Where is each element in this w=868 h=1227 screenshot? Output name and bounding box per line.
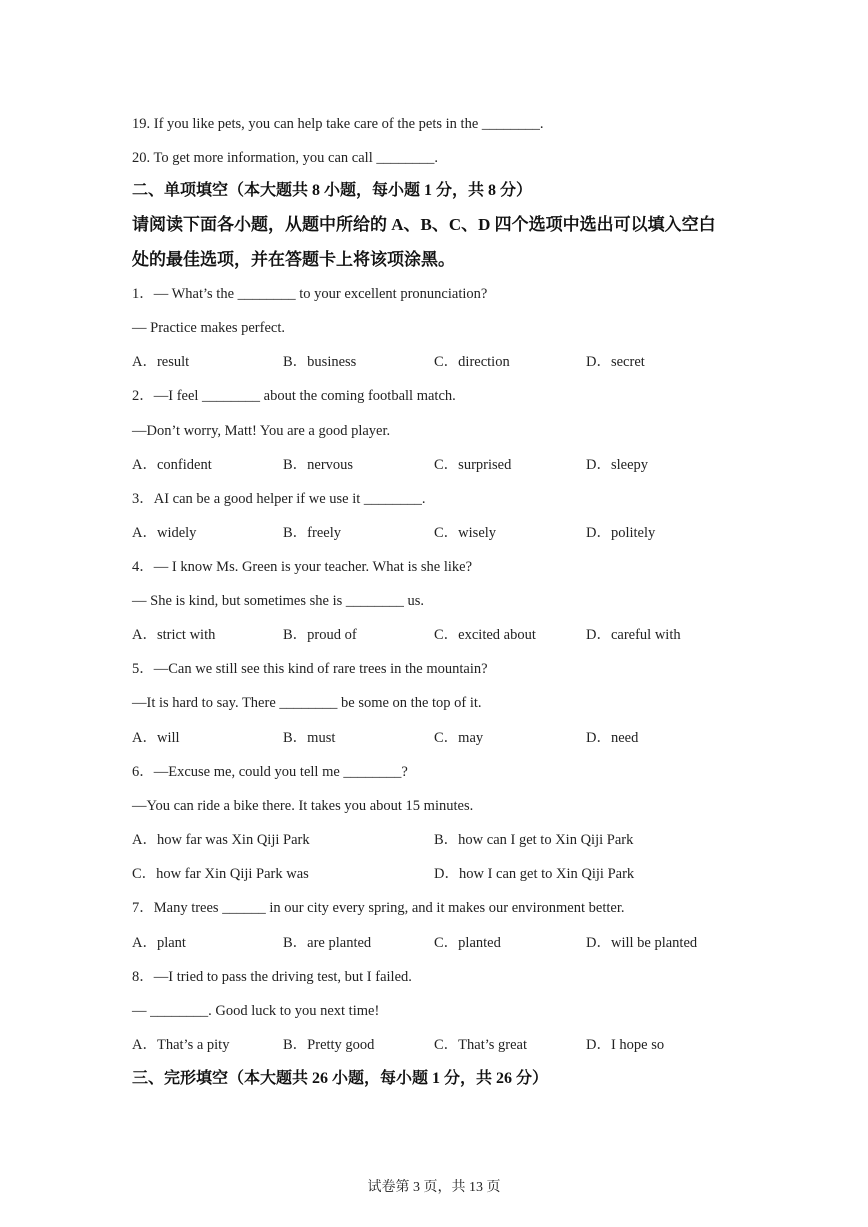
question-2-response: —Don’t worry, Matt! You are a good player.	[132, 423, 391, 439]
question-4-response: — She is kind, but sometimes she is ________ us.	[132, 593, 425, 609]
question-6-response: —You can ride a bike there. It takes you about 15 minutes.	[132, 798, 474, 814]
option-b[interactable]: B．must	[283, 730, 336, 746]
question-3-stem: 3．AI can be a good helper if we use it ________.	[132, 491, 426, 507]
option-b[interactable]: B．proud of	[283, 627, 357, 643]
option-d[interactable]: D．careful with	[586, 627, 681, 643]
question-5-response: —It is hard to say. There ________ be some on the top of it.	[132, 695, 482, 711]
option-b[interactable]: B．how can I get to Xin Qiji Park	[434, 832, 634, 848]
option-a[interactable]: A．plant	[132, 935, 186, 951]
option-a[interactable]: A．will	[132, 730, 180, 746]
question-7-stem: 7．Many trees ______ in our city every spring, and it makes our environment better.	[132, 900, 625, 916]
option-b[interactable]: B．nervous	[283, 457, 354, 473]
option-d[interactable]: D．politely	[586, 525, 656, 541]
question-1-response: — Practice makes perfect.	[132, 320, 285, 336]
question-1-stem: 1．— What’s the ________ to your excellent pronunciation?	[132, 286, 488, 302]
option-b[interactable]: B．freely	[283, 525, 341, 541]
section-2-instruction-1: 请阅读下面各小题，从题中所给的 A、B、C、D 四个选项中选出可以填入空白	[132, 215, 716, 234]
option-c[interactable]: C．excited about	[434, 627, 536, 643]
line-q20: 20. To get more information, you can call ________.	[132, 150, 438, 166]
option-b[interactable]: B．Pretty good	[283, 1037, 375, 1053]
section-3-title: 三、完形填空（本大题共 26 小题，每小题 1 分，共 26 分）	[132, 1070, 549, 1087]
option-c[interactable]: C．how far Xin Qiji Park was	[132, 866, 309, 882]
question-8-stem: 8．—I tried to pass the driving test, but I failed.	[132, 969, 412, 985]
option-d[interactable]: D．will be planted	[586, 935, 698, 951]
option-d[interactable]: D．need	[586, 730, 639, 746]
question-2-stem: 2．—I feel ________ about the coming football match.	[132, 388, 456, 404]
option-c[interactable]: C．planted	[434, 935, 501, 951]
option-c[interactable]: C．wisely	[434, 525, 497, 541]
option-c[interactable]: C．may	[434, 730, 484, 746]
question-5-stem: 5．—Can we still see this kind of rare trees in the mountain?	[132, 661, 488, 677]
option-b[interactable]: B．business	[283, 354, 357, 370]
option-a[interactable]: A．how far was Xin Qiji Park	[132, 832, 310, 848]
option-d[interactable]: D．secret	[586, 354, 645, 370]
option-a[interactable]: A．strict with	[132, 627, 216, 643]
option-a[interactable]: A．confident	[132, 457, 212, 473]
section-2-instruction-2: 处的最佳选项，并在答题卡上将该项涂黑。	[132, 250, 455, 269]
line-q19: 19. If you like pets, you can help take care of the pets in the ________.	[132, 116, 544, 132]
option-d[interactable]: D．sleepy	[586, 457, 649, 473]
question-6-stem: 6．—Excuse me, could you tell me ________?	[132, 764, 408, 780]
option-b[interactable]: B．are planted	[283, 935, 372, 951]
option-a[interactable]: A．widely	[132, 525, 197, 541]
option-a[interactable]: A．result	[132, 354, 190, 370]
option-a[interactable]: A．That’s a pity	[132, 1037, 230, 1053]
option-d[interactable]: D．how I can get to Xin Qiji Park	[434, 866, 635, 882]
page-footer: 试卷第 3 页，共 13 页	[367, 1180, 501, 1195]
option-c[interactable]: C．That’s great	[434, 1037, 528, 1053]
question-4-stem: 4．— I know Ms. Green is your teacher. What is she like?	[132, 559, 472, 575]
section-2-title: 二、单项填空（本大题共 8 小题，每小题 1 分，共 8 分）	[132, 182, 533, 199]
question-8-response: — ________. Good luck to you next time!	[132, 1003, 380, 1019]
option-c[interactable]: C．surprised	[434, 457, 512, 473]
option-c[interactable]: C．direction	[434, 354, 510, 370]
option-d[interactable]: D．I hope so	[586, 1037, 665, 1053]
